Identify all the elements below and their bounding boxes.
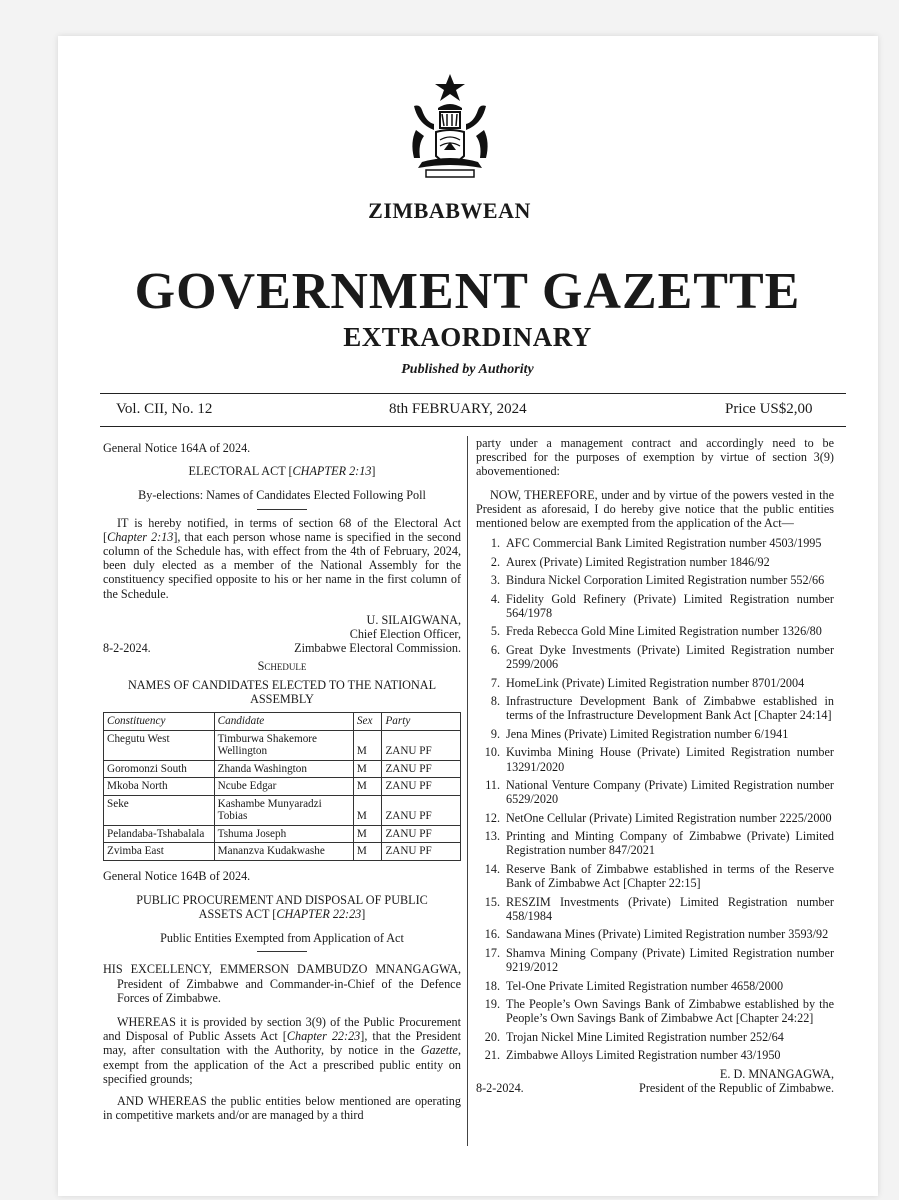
cell-party: ZANU PF: [382, 730, 461, 760]
list-item-text: NetOne Cellular (Private) Limited Registration number 2225/2000: [506, 810, 832, 825]
list-item-text: Reserve Bank of Zimbabwe established in terms of the Reserve Bank of Zimbabwe Act [Chapter 22:15]: [506, 861, 834, 891]
list-item-number: 3.: [490, 573, 500, 588]
notice-b-now-therefore: NOW, THEREFORE, under and by virtue of the powers vested in the President as aforesaid, I do hereby give notice that the public entities mentioned below are exempted from the application of the Act—: [476, 487, 834, 531]
notice-a-date: 8-2-2024.: [103, 641, 151, 656]
list-item: [476, 643, 834, 671]
list-item: [476, 592, 834, 620]
cell-constituency: Seke: [104, 795, 215, 825]
list-item-number: 9.: [490, 726, 500, 741]
list-item-text: Great Dyke Investments (Private) Limited Registration number 2599/2006: [506, 642, 834, 672]
coat-of-arms-emblem: [400, 70, 500, 190]
candidates-table: [103, 712, 461, 861]
notice-a-number: General Notice 164A of 2024.: [103, 441, 251, 455]
cell-constituency: Goromonzi South: [104, 760, 215, 778]
cell-party: ZANU PF: [382, 760, 461, 778]
list-item-text: Zimbabwe Alloys Limited Registration number 43/1950: [506, 1048, 781, 1063]
column-divider: [467, 436, 468, 1146]
list-item: [476, 555, 834, 569]
cell-sex: M: [353, 795, 382, 825]
published-by: Published by Authority: [401, 362, 534, 377]
notice-b-continued: party under a management contract and accordingly need to be prescribed for the purposes of exemption by virtue of section 3(9) abovementioned:: [476, 436, 834, 479]
cell-candidate: Tshuma Joseph: [214, 825, 353, 843]
list-item-text: Infrastructure Development Bank of Zimbabwe established in terms of the Infrastructure Development Bank Act [Chapter 24:14]: [506, 694, 834, 723]
notice-a-body: IT is hereby notified, in terms of section 68 of the Electoral Act [Chapter 2:13], that each person whose name is specified in the second column of the Schedule has, with effect from the 4th of February, 2024, been duly elected as a member of the National Assembly for the constituency specified opposite to his or her name in the first column of the Schedule.: [103, 515, 461, 601]
list-item: [476, 895, 834, 923]
cell-party: ZANU PF: [382, 795, 461, 825]
list-item-number: 20.: [484, 1029, 500, 1044]
cell-candidate: Zhanda Washington: [214, 760, 353, 778]
list-item-text: Sandawana Mines (Private) Limited Registration number 3593/92: [506, 927, 829, 942]
list-item: [476, 1030, 834, 1044]
notice-a-signatory-org: Zimbabwe Electoral Commission.: [294, 641, 461, 656]
notice-b-number: General Notice 164B of 2024.: [103, 868, 251, 883]
list-item: [476, 829, 834, 857]
cell-party: ZANU PF: [382, 778, 461, 796]
list-item: [476, 811, 834, 825]
notice-b-signature-line: [476, 1081, 834, 1095]
cell-party: ZANU PF: [382, 843, 461, 861]
table-row: [104, 843, 461, 861]
list-item-number: 8.: [490, 694, 500, 709]
list-item-text: Trojan Nickel Mine Limited Registration number 252/64: [506, 1029, 784, 1044]
notice-b-heading: Public Entities Exempted from Application of Act: [160, 931, 404, 946]
notice-a-heading: By-elections: Names of Candidates Elected Following Poll: [138, 488, 426, 503]
notice-b-signatory-name: E. D. MNANGAGWA,: [719, 1066, 834, 1081]
list-item: [476, 979, 834, 993]
notice-a-signatory-title: Chief Election Officer,: [349, 627, 461, 642]
list-item-number: 19.: [484, 997, 500, 1012]
header-rule-top: [100, 393, 846, 394]
list-item-text: Bindura Nickel Corporation Limited Registration number 552/66: [506, 573, 825, 588]
list-item-number: 14.: [484, 861, 500, 876]
list-item-text: Tel-One Private Limited Registration number 4658/2000: [506, 978, 784, 993]
cell-sex: M: [353, 843, 382, 861]
cell-candidate: Mananzva Kudakwashe: [214, 843, 353, 861]
list-item-number: 18.: [484, 978, 500, 993]
cell-candidate: Kashambe Munyaradzi Tobias: [214, 795, 353, 825]
exempted-entities-list: [476, 536, 834, 1062]
gazette-title: GOVERNMENT GAZETTE: [134, 263, 801, 320]
left-column: [103, 441, 461, 1122]
notice-b-whereas: WHEREAS it is provided by section 3(9) of the Public Procurement and Disposal of Public Assets Act [Chapter 22:23], that the President may, after consultation with the Authority, by notice in the Gazette, exempt from the application of the Act a prescribed public entity on specified grounds;: [103, 1014, 461, 1086]
table-header-row: [104, 713, 461, 731]
list-item: [476, 573, 834, 587]
notice-a-signature-line: [103, 641, 461, 655]
cell-sex: M: [353, 760, 382, 778]
cell-party: ZANU PF: [382, 825, 461, 843]
right-column: [476, 436, 834, 1095]
cell-constituency: Chegutu West: [104, 730, 215, 760]
list-item: [476, 676, 834, 690]
notice-b-date: 8-2-2024.: [476, 1080, 524, 1095]
cell-sex: M: [353, 778, 382, 796]
notice-b-excellency: HIS EXCELLENCY, EMMERSON DAMBUDZO MNANGAGWA, President of Zimbabwe and Commander-in-Chief of the Defence Forces of Zimbabwe.: [103, 962, 461, 1005]
list-item: [476, 745, 834, 773]
table-row: [104, 795, 461, 825]
volume-number: Vol. CII, No. 12: [116, 401, 213, 417]
list-item-number: 7.: [490, 675, 500, 690]
list-item-number: 5.: [490, 624, 500, 639]
list-item-text: RESZIM Investments (Private) Limited Registration number 458/1984: [506, 894, 834, 923]
list-item-text: Aurex (Private) Limited Registration number 1846/92: [506, 554, 770, 569]
divider: [257, 509, 307, 510]
list-item-number: 2.: [490, 554, 500, 569]
cell-constituency: Mkoba North: [104, 778, 215, 796]
list-item-text: The People’s Own Savings Bank of Zimbabwe established by the People’s Own Savings Bank of Zimbabwe Act [Chapter 24:22]: [506, 997, 834, 1026]
list-item-text: Kuvimba Mining House (Private) Limited Registration number 13291/2020: [506, 745, 834, 774]
list-item-number: 15.: [484, 894, 500, 909]
table-row: [104, 730, 461, 760]
table-row: [104, 778, 461, 796]
cell-sex: M: [353, 730, 382, 760]
cell-sex: M: [353, 825, 382, 843]
list-item: [476, 997, 834, 1025]
gazette-country: ZIMBABWEAN: [368, 198, 531, 223]
list-item: [476, 727, 834, 741]
notice-a-signatory-name: U. SILAIGWANA,: [366, 612, 461, 627]
table-row: [104, 760, 461, 778]
list-item-text: Printing and Minting Company of Zimbabwe (Private) Limited Registration number 847/2021: [506, 829, 834, 858]
list-item-number: 4.: [490, 591, 500, 606]
table-row: [104, 825, 461, 843]
list-item-text: AFC Commercial Bank Limited Registration number 4503/1995: [506, 536, 822, 551]
gazette-subtitle: EXTRAORDINARY: [343, 322, 592, 352]
cell-constituency: Zvimba East: [104, 843, 215, 861]
column-header: Party: [382, 713, 461, 731]
list-item-number: 11.: [485, 778, 500, 793]
list-item: [476, 1048, 834, 1062]
notice-a-act: ELECTORAL ACT [CHAPTER 2:13]: [188, 464, 376, 479]
list-item-text: Freda Rebecca Gold Mine Limited Registration number 1326/80: [506, 624, 822, 639]
column-header: Sex: [353, 713, 382, 731]
list-item: [476, 927, 834, 941]
list-item: [476, 694, 834, 722]
schedule-title: NAMES OF CANDIDATES ELECTED TO THE NATIONAL ASSEMBLY: [127, 677, 437, 706]
list-item-text: Shamva Mining Company (Private) Limited Registration number 9219/2012: [506, 945, 834, 975]
list-item-text: National Venture Company (Private) Limited Registration number 6529/2020: [506, 778, 834, 807]
list-item-number: 12.: [484, 810, 500, 825]
issue-date: 8th FEBRUARY, 2024: [389, 401, 527, 417]
list-item-text: Jena Mines (Private) Limited Registration number 6/1941: [506, 726, 789, 741]
cell-constituency: Pelandaba-Tshabalala: [104, 825, 215, 843]
list-item-number: 13.: [484, 829, 500, 844]
list-item-number: 16.: [484, 927, 500, 942]
list-item: [476, 946, 834, 974]
header-rule-bottom: [100, 426, 846, 427]
list-item-number: 6.: [490, 642, 500, 657]
cell-candidate: Timburwa Shakemore Wellington: [214, 730, 353, 760]
notice-b-and-whereas: AND WHEREAS the public entities below mentioned are operating in competitive markets and/or are managed by a third: [103, 1093, 461, 1123]
list-item-text: Fidelity Gold Refinery (Private) Limited Registration number 564/1978: [506, 591, 834, 620]
list-item: [476, 778, 834, 806]
divider: [257, 951, 307, 952]
list-item-number: 1.: [490, 536, 500, 551]
schedule-label: Schedule: [257, 659, 307, 674]
list-item-number: 21.: [484, 1048, 500, 1063]
list-item: [476, 536, 834, 550]
list-item-number: 10.: [484, 745, 500, 760]
notice-b-signatory-title: President of the Republic of Zimbabwe.: [639, 1080, 834, 1095]
column-header: Constituency: [104, 713, 215, 731]
list-item-text: HomeLink (Private) Limited Registration number 8701/2004: [506, 675, 805, 690]
list-item-number: 17.: [484, 945, 500, 960]
notice-b-act: PUBLIC PROCUREMENT AND DISPOSAL OF PUBLIC ASSETS ACT [CHAPTER 22:23]: [136, 892, 428, 921]
list-item: [476, 624, 834, 638]
issue-price: Price US$2,00: [725, 401, 813, 417]
column-header: Candidate: [214, 713, 353, 731]
list-item: [476, 862, 834, 890]
cell-candidate: Ncube Edgar: [214, 778, 353, 796]
